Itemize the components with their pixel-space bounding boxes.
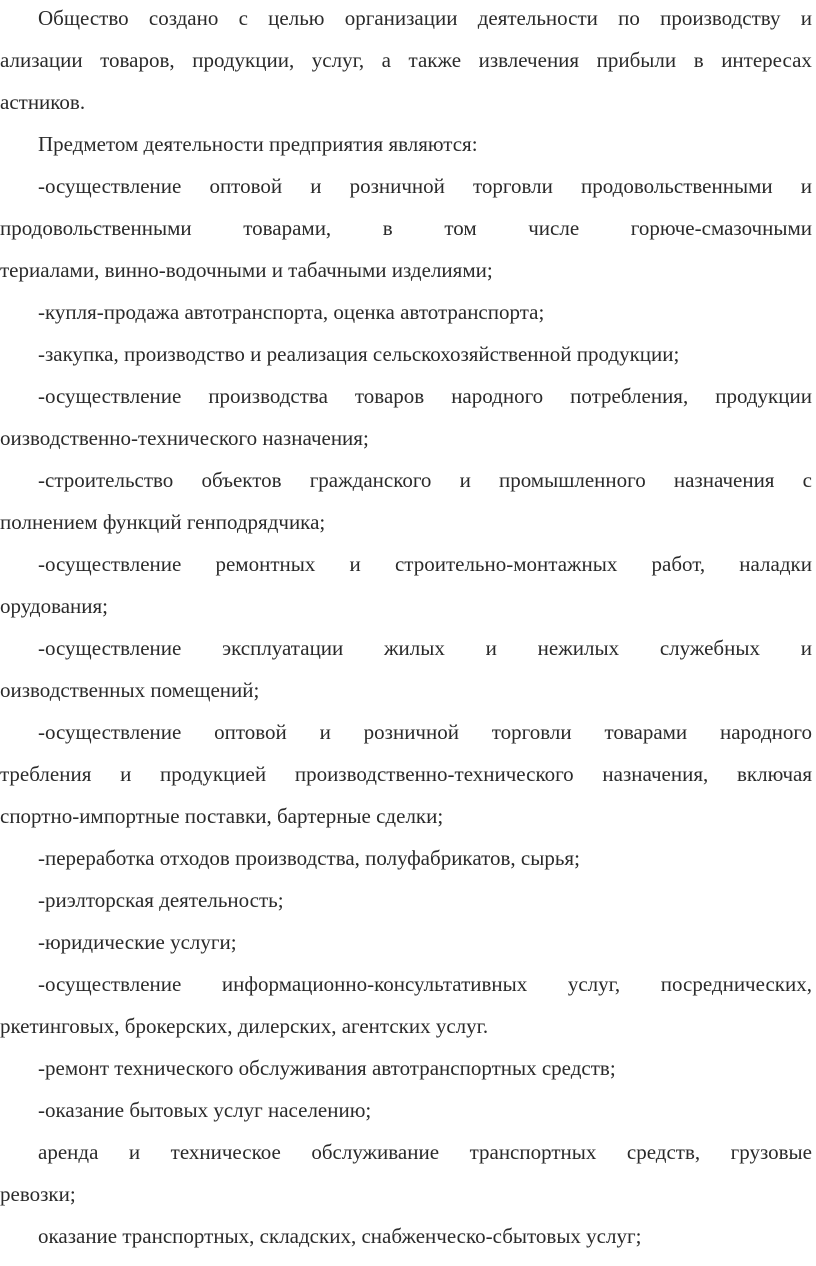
word: аренда: [38, 1140, 99, 1164]
word: нежилых: [537, 636, 620, 660]
word: потребления,: [570, 384, 689, 408]
word: товарами,: [243, 216, 332, 240]
word: -осуществление: [38, 720, 182, 744]
word: жилых: [384, 636, 445, 660]
text-line: [38, 381, 812, 411]
word: посреднических,: [660, 972, 812, 996]
word: средств,: [626, 1140, 701, 1164]
word: прибыли: [596, 48, 677, 72]
text-line: оизводственных помещений;: [0, 678, 260, 702]
word: грузовые: [730, 1140, 812, 1164]
text-line: -юридические услуги;: [38, 930, 237, 954]
text-line: спортно-импортные поставки, бартерные сделки;: [0, 804, 444, 828]
word: включая: [736, 762, 812, 786]
word: также: [408, 48, 462, 72]
word: и: [349, 552, 361, 576]
text-line: [0, 213, 812, 243]
text-line: -ремонт технического обслуживания автотранспортных средств;: [38, 1056, 616, 1080]
word: извлечения: [478, 48, 580, 72]
word: Общество: [38, 6, 129, 30]
word: информационно-консультативных: [221, 972, 528, 996]
text-line: [38, 717, 812, 747]
word: с: [802, 468, 812, 492]
word: -осуществление: [38, 972, 182, 996]
word: розничной: [349, 174, 445, 198]
word: производственно-технического: [294, 762, 574, 786]
word: -осуществление: [38, 384, 182, 408]
word: работ,: [651, 552, 706, 576]
word: деятельности: [477, 6, 598, 30]
word: и: [310, 174, 322, 198]
word: горюче-смазочными: [630, 216, 812, 240]
word: в: [693, 48, 704, 72]
text-line: орудования;: [0, 594, 109, 618]
word: торговли: [473, 174, 553, 198]
word: продовольственными: [581, 174, 773, 198]
word: и: [128, 1140, 141, 1164]
text-line: [38, 549, 812, 579]
word: в: [382, 216, 393, 240]
text-line: [38, 969, 812, 999]
word: и: [120, 762, 132, 786]
word: эксплуатации: [222, 636, 344, 660]
word: -строительство: [38, 468, 174, 492]
word: товарами: [604, 720, 688, 744]
text-line: [38, 171, 812, 201]
text-line: [0, 759, 812, 789]
word: розничной: [363, 720, 459, 744]
word: товаров: [354, 384, 425, 408]
word: -осуществление: [38, 636, 182, 660]
word: и: [319, 720, 331, 744]
word: требления: [0, 762, 92, 786]
word: назначения: [673, 468, 775, 492]
word: продовольственными: [0, 216, 192, 240]
word: народного: [719, 720, 812, 744]
text-line: териалами, винно-водочными и табачными изделиями;: [0, 258, 493, 282]
word: транспортных: [469, 1140, 597, 1164]
word: гражданского: [309, 468, 432, 492]
text-line: -закупка, производство и реализация сельскохозяйственной продукции;: [38, 342, 680, 366]
text-line: ркетинговых, брокерских, дилерских, агентских услуг.: [0, 1014, 489, 1038]
word: и: [485, 636, 497, 660]
word: -осуществление: [38, 174, 182, 198]
word: назначения,: [602, 762, 709, 786]
word: целью: [268, 6, 325, 30]
word: производства: [208, 384, 328, 408]
word: а: [381, 48, 391, 72]
text-line: оизводственно-технического назначения;: [0, 426, 369, 450]
text-line: астников.: [0, 90, 86, 114]
word: производству: [660, 6, 781, 30]
text-line: [38, 633, 812, 663]
word: и: [800, 636, 812, 660]
text-line: полнением функций генподрядчика;: [0, 510, 326, 534]
word: оптовой: [209, 174, 283, 198]
word: и: [800, 6, 812, 30]
word: и: [800, 174, 812, 198]
word: ремонтных: [215, 552, 316, 576]
word: создано: [148, 6, 219, 30]
word: товаров,: [100, 48, 175, 72]
word: торговли: [491, 720, 572, 744]
word: промышленного: [498, 468, 646, 492]
word: услуг,: [567, 972, 621, 996]
text-line: [38, 465, 812, 495]
word: продукцией: [160, 762, 267, 786]
word: числе: [528, 216, 580, 240]
text-line: [38, 3, 812, 33]
word: народного: [451, 384, 544, 408]
word: с: [238, 6, 248, 30]
word: интересах: [721, 48, 812, 72]
word: по: [618, 6, 640, 30]
word: и: [459, 468, 471, 492]
text-line: -риэлторская деятельность;: [38, 888, 284, 912]
text-line: Предметом деятельности предприятия являются:: [38, 132, 478, 156]
text-line: -переработка отходов производства, полуфабрикатов, сырья;: [38, 846, 580, 870]
text-line: оказание транспортных, складских, снабженческо-сбытовых услуг;: [38, 1224, 642, 1248]
word: строительно-монтажных: [394, 552, 618, 576]
word: том: [444, 216, 477, 240]
word: -осуществление: [38, 552, 182, 576]
word: объектов: [201, 468, 282, 492]
word: продукции,: [192, 48, 295, 72]
word: организации: [344, 6, 458, 30]
word: оптовой: [214, 720, 287, 744]
word: услуг,: [311, 48, 365, 72]
word: ализации: [0, 48, 83, 72]
text-line: [0, 45, 812, 75]
text-line: ревозки;: [0, 1182, 76, 1206]
word: продукции: [715, 384, 812, 408]
word: обслуживание: [311, 1140, 440, 1164]
text-line: -оказание бытовых услуг населению;: [38, 1098, 372, 1122]
text-line: [38, 1137, 812, 1167]
word: техническое: [170, 1140, 281, 1164]
word: наладки: [739, 552, 812, 576]
text-line: -купля-продажа автотранспорта, оценка автотранспорта;: [38, 300, 545, 324]
word: служебных: [659, 636, 760, 660]
